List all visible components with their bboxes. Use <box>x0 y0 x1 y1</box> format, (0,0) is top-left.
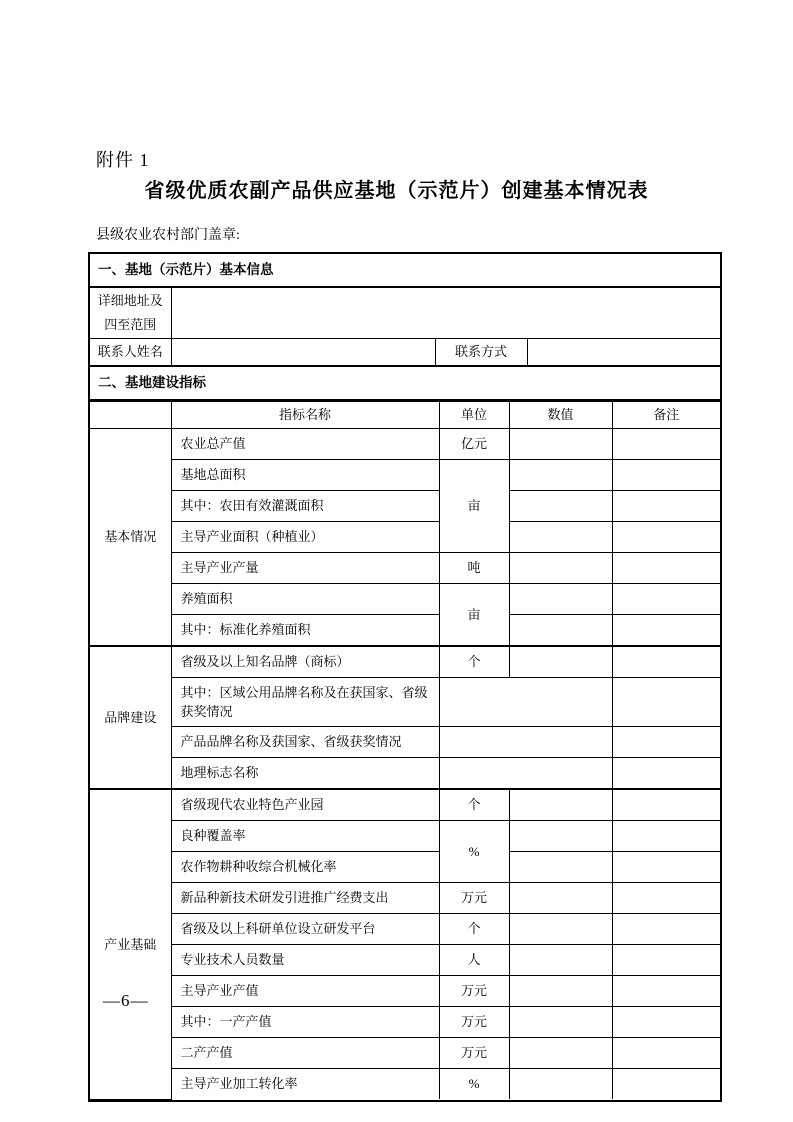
group-label-cell: 基本情况 <box>90 429 171 647</box>
indicator-name-cell: 良种覆盖率 <box>171 821 439 852</box>
table-row <box>90 883 720 914</box>
table-row <box>90 491 720 522</box>
table-row <box>90 758 720 790</box>
table-row <box>90 1038 720 1069</box>
indicator-name-cell: 农业总产值 <box>171 429 439 460</box>
value-cell <box>509 646 612 678</box>
unit-cell: 人 <box>439 945 509 976</box>
remark-cell <box>612 1038 720 1069</box>
remark-cell <box>612 883 720 914</box>
page-number: —6— <box>103 991 149 1010</box>
unit-cell: 亩 <box>439 584 509 647</box>
indicator-name-cell: 省级及以上科研单位设立研发平台 <box>171 914 439 945</box>
unit-cell: % <box>439 1069 509 1100</box>
value-cell <box>509 1007 612 1038</box>
indicator-name-cell: 基地总面积 <box>171 460 439 491</box>
address-value-cell <box>171 287 720 339</box>
value-cell <box>509 883 612 914</box>
indicator-name-cell: 其中：标准化养殖面积 <box>171 615 439 647</box>
remark-cell <box>612 852 720 883</box>
value-cell <box>509 460 612 491</box>
remark-cell <box>612 460 720 491</box>
unit-cell: 个 <box>439 789 509 821</box>
section2-title-row <box>90 366 720 400</box>
remark-cell <box>612 491 720 522</box>
unit-cell: 个 <box>439 914 509 945</box>
remark-cell <box>612 1007 720 1038</box>
indicator-name-cell: 专业技术人员数量 <box>171 945 439 976</box>
remark-cell <box>612 789 720 821</box>
page-title: 省级优质农副产品供应基地（示范片）创建基本情况表 <box>144 180 649 202</box>
unit-value-merged-cell <box>439 758 612 790</box>
value-cell <box>509 789 612 821</box>
value-cell <box>509 553 612 584</box>
indicator-name-cell: 地理标志名称 <box>171 758 439 790</box>
group-label-cell: 产业基础 <box>90 789 171 1099</box>
value-cell <box>509 1069 612 1100</box>
col-header-unit: 单位 <box>439 402 509 429</box>
remark-cell <box>612 646 720 678</box>
table-row <box>90 584 720 615</box>
table-row <box>90 945 720 976</box>
unit-cell: 亿元 <box>439 429 509 460</box>
col-header-remark: 备注 <box>612 402 720 429</box>
contact-method-value-cell <box>527 339 720 367</box>
indicator-name-cell: 产品品牌名称及获国家、省级获奖情况 <box>171 727 439 758</box>
value-cell <box>509 945 612 976</box>
value-cell <box>509 852 612 883</box>
remark-cell <box>612 1069 720 1100</box>
unit-value-merged-cell <box>439 727 612 758</box>
indicator-name-cell: 其中：区域公用品牌名称及在获国家、省级获奖情况 <box>171 678 439 727</box>
indicator-name-cell: 主导产业产量 <box>171 553 439 584</box>
value-cell <box>509 522 612 553</box>
remark-cell <box>612 914 720 945</box>
table-row <box>90 553 720 584</box>
indicator-name-cell: 养殖面积 <box>171 584 439 615</box>
value-cell <box>509 584 612 615</box>
remark-cell <box>612 758 720 790</box>
value-cell <box>509 1038 612 1069</box>
indicator-name-cell: 主导产业面积（种植业） <box>171 522 439 553</box>
indicator-name-cell: 其中：一产产值 <box>171 1007 439 1038</box>
remark-cell <box>612 553 720 584</box>
indicator-name-cell: 农作物耕种收综合机械化率 <box>171 852 439 883</box>
table-row <box>90 646 720 678</box>
contact-name-value-cell <box>171 339 435 367</box>
remark-cell <box>612 429 720 460</box>
indicator-name-cell: 新品种新技术研发引进推广经费支出 <box>171 883 439 914</box>
table-row <box>90 615 720 647</box>
remark-cell <box>612 727 720 758</box>
indicator-name-cell: 主导产业加工转化率 <box>171 1069 439 1100</box>
remark-cell <box>612 821 720 852</box>
unit-cell: 万元 <box>439 1007 509 1038</box>
col-header-name: 指标名称 <box>171 402 439 429</box>
indicator-header-row <box>90 402 720 429</box>
table-row <box>90 429 720 460</box>
indicator-name-cell: 省级及以上知名品牌（商标） <box>171 646 439 678</box>
unit-cell: 万元 <box>439 883 509 914</box>
remark-cell <box>612 584 720 615</box>
table-row <box>90 976 720 1007</box>
unit-cell: 万元 <box>439 976 509 1007</box>
value-cell <box>509 914 612 945</box>
indicator-name-cell: 二产产值 <box>171 1038 439 1069</box>
remark-cell <box>612 945 720 976</box>
unit-cell: 亩 <box>439 460 509 553</box>
address-row <box>90 287 720 339</box>
table-row <box>90 852 720 883</box>
contact-name-label: 联系人姓名 <box>90 339 171 367</box>
table-row <box>90 460 720 491</box>
indicator-name-cell: 其中：农田有效灌溉面积 <box>171 491 439 522</box>
remark-cell <box>612 615 720 647</box>
value-cell <box>509 976 612 1007</box>
value-cell <box>509 615 612 647</box>
unit-cell: 吨 <box>439 553 509 584</box>
indicator-name-cell: 省级现代农业特色产业园 <box>171 789 439 821</box>
address-label: 详细地址及 四至范围 <box>90 287 171 339</box>
section1-title-row <box>90 254 720 287</box>
table-row <box>90 821 720 852</box>
contact-row <box>90 339 720 367</box>
remark-cell <box>612 522 720 553</box>
section1-title: 一、基地（示范片）基本信息 <box>90 254 720 287</box>
table-row <box>90 522 720 553</box>
table-row <box>90 914 720 945</box>
group-label-cell: 品牌建设 <box>90 646 171 789</box>
basic-info-table <box>90 254 720 401</box>
unit-cell: % <box>439 821 509 883</box>
col-header-value: 数值 <box>509 402 612 429</box>
unit-cell: 万元 <box>439 1038 509 1069</box>
indicator-name-cell: 主导产业产值 <box>171 976 439 1007</box>
contact-method-label: 联系方式 <box>435 339 527 367</box>
table-row <box>90 678 720 727</box>
indicator-table <box>90 401 720 1100</box>
table-row <box>90 727 720 758</box>
table-row <box>90 1069 720 1100</box>
attachment-label: 附件 1 <box>96 150 150 170</box>
group-header-cell <box>90 402 171 429</box>
unit-cell: 个 <box>439 646 509 678</box>
remark-cell <box>612 976 720 1007</box>
table-row <box>90 789 720 821</box>
stamp-instruction: 县级农业农村部门盖章: <box>96 228 240 243</box>
unit-value-merged-cell <box>439 678 612 727</box>
section2-title: 二、基地建设指标 <box>90 366 720 400</box>
remark-cell <box>612 678 720 727</box>
value-cell <box>509 429 612 460</box>
value-cell <box>509 821 612 852</box>
table-row <box>90 1007 720 1038</box>
form-table <box>88 252 722 1102</box>
value-cell <box>509 491 612 522</box>
